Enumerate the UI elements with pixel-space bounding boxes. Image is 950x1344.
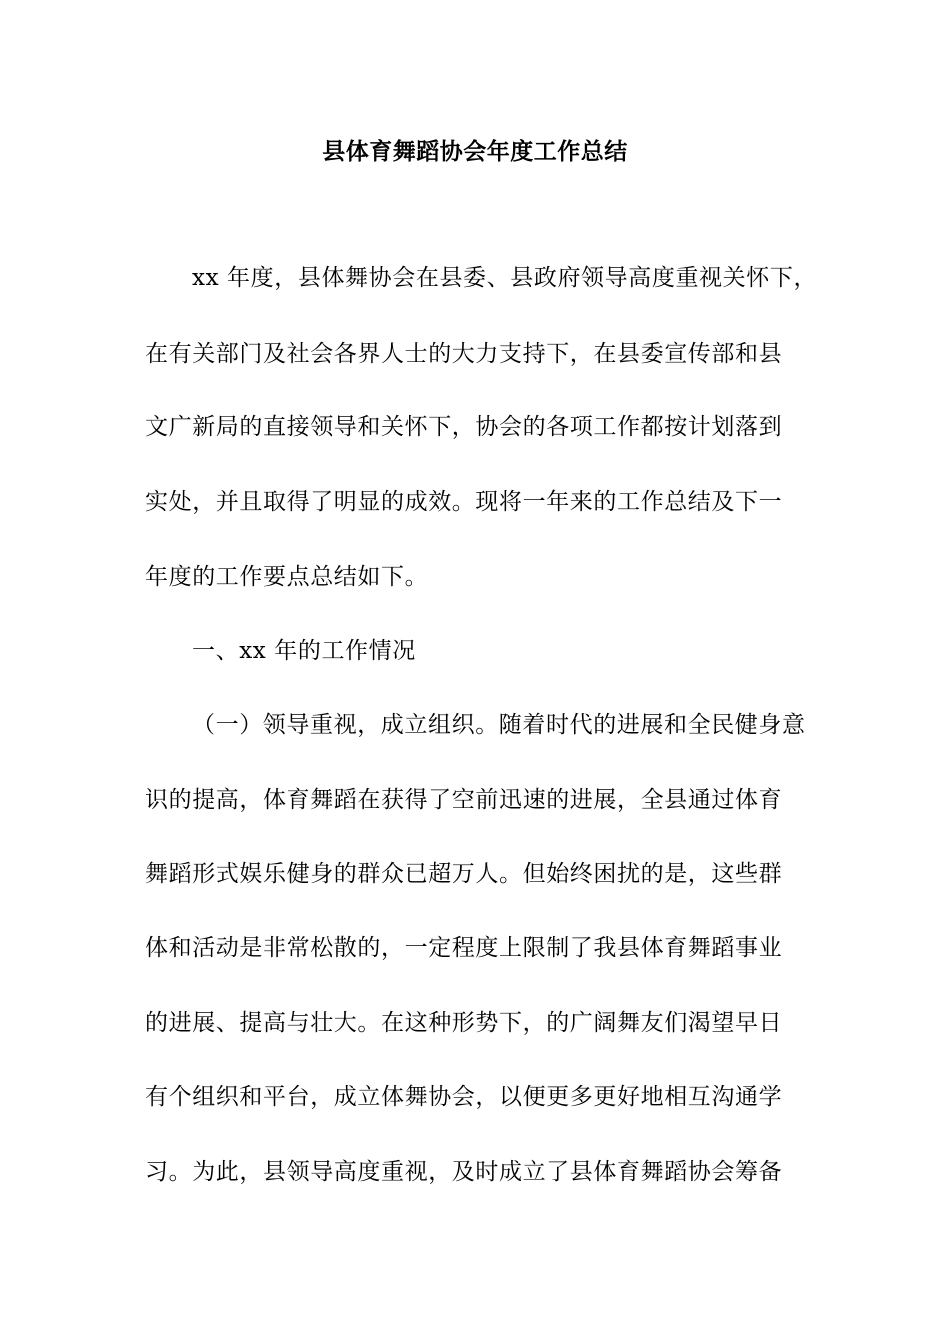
paragraph-line: 年度的工作要点总结如下。 <box>145 564 429 590</box>
paragraph-line: 的进展、提高与壮大。在这种形势下，的广阔舞友们渴望早日 <box>145 1010 783 1036</box>
paragraph-line: 识的提高，体育舞蹈在获得了空前迅速的进展，全县通过体育 <box>145 787 783 813</box>
paragraph-line: （一）领导重视，成立组织。随着时代的进展和全民健身意 <box>192 712 806 738</box>
document-title: 县体育舞蹈协会年度工作总结 <box>322 139 628 165</box>
section-heading: 一、xx 年的工作情况 <box>192 638 416 664</box>
paragraph-line: 在有关部门及社会各界人士的大力支持下，在县委宣传部和县 <box>145 341 783 367</box>
paragraph-line: 舞蹈形式娱乐健身的群众已超万人。但始终困扰的是，这些群 <box>145 861 783 887</box>
paragraph-line: 有个组织和平台，成立体舞协会，以便更多更好地相互沟通学 <box>145 1084 783 1110</box>
paragraph-line: 实处，并且取得了明显的成效。现将一年来的工作总结及下一 <box>145 489 783 515</box>
paragraph-line: 习。为此，县领导高度重视，及时成立了县体育舞蹈协会筹备 <box>145 1159 783 1185</box>
paragraph-line: xx 年度，县体舞协会在县委、县政府领导高度重视关怀下， <box>192 265 818 291</box>
paragraph-line: 文广新局的直接领导和关怀下，协会的各项工作都按计划落到 <box>145 414 783 440</box>
paragraph-line: 体和活动是非常松散的，一定程度上限制了我县体育舞蹈事业 <box>145 935 783 961</box>
